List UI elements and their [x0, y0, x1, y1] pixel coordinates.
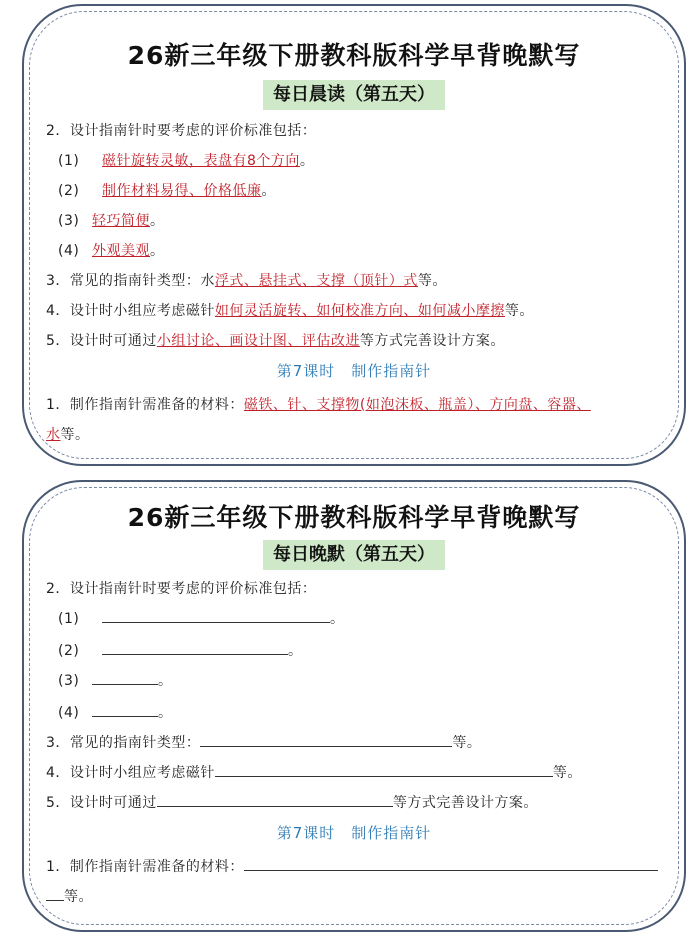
- lesson-question-1-prefix: 1．制作指南针需准备的材料：: [46, 397, 244, 413]
- criteria-item-3: [58, 210, 165, 230]
- answer-blank[interactable]: [200, 732, 452, 747]
- item-end: 。: [299, 153, 315, 169]
- question-2-prompt: 2．设计指南针时要考虑的评价标准包括：: [46, 581, 317, 597]
- answer-blank[interactable]: [102, 608, 330, 623]
- criteria-item-2: [58, 180, 276, 200]
- item-end: 。: [150, 243, 165, 259]
- lesson-question-1-suffix: 等。: [64, 889, 93, 905]
- question-3-suffix: 等。: [452, 735, 482, 751]
- criteria-item-1: [58, 150, 314, 170]
- question-4: [46, 300, 534, 320]
- morning-reading-card: [22, 4, 686, 466]
- card-dashed-border: [29, 11, 679, 459]
- question-5-suffix: 等方式完善设计方案。: [359, 333, 505, 349]
- criteria-item-4[interactable]: [58, 702, 173, 722]
- question-5-prefix: 5．设计时可通过: [46, 333, 157, 349]
- item-end: 。: [158, 705, 173, 721]
- question-3-suffix: 等。: [417, 273, 447, 289]
- criteria-item-1[interactable]: [58, 608, 345, 628]
- question-5[interactable]: [46, 792, 538, 812]
- item-number: (2): [58, 643, 80, 659]
- item-number: (3): [58, 673, 80, 689]
- lesson-question-1-suffix: 等。: [60, 427, 90, 443]
- lesson-question-1-continued: [46, 424, 90, 444]
- evening-dictation-card: [22, 480, 686, 932]
- answer-blank[interactable]: [102, 640, 288, 655]
- lesson-question-1-answer-2: 水: [46, 427, 61, 443]
- lesson-question-1-prefix: 1．制作指南针需准备的材料：: [46, 859, 244, 875]
- lesson-question-1-continued[interactable]: [46, 886, 93, 906]
- lesson-question-1-answer: 磁铁、针、支撑物(如泡沫板、瓶盖）、方向盘、容器、: [243, 397, 591, 413]
- question-3: [46, 270, 447, 290]
- question-4[interactable]: [46, 762, 582, 782]
- answer-text: 外观美观: [92, 243, 150, 259]
- item-end: 。: [150, 213, 165, 229]
- criteria-item-2[interactable]: [58, 640, 303, 660]
- question-5-answer: 小组讨论、画设计图、评估改进: [156, 333, 360, 349]
- answer-text: 制作材料易得、价格低廉: [102, 183, 262, 199]
- answer-text: 轻巧简便: [92, 213, 150, 229]
- criteria-item-4: [58, 240, 165, 260]
- item-number: (1): [58, 153, 80, 169]
- item-end: 。: [158, 673, 173, 689]
- lesson-heading: 第7课时 制作指南针: [276, 362, 432, 380]
- item-end: 。: [330, 611, 345, 627]
- answer-blank[interactable]: [157, 792, 393, 807]
- question-2-prompt: 2．设计指南针时要考虑的评价标准包括：: [46, 123, 317, 139]
- question-4-prefix: 4．设计时小组应考虑磁针: [46, 303, 215, 319]
- section-badge: 每日晨读（第五天）: [263, 80, 445, 110]
- item-end: 。: [261, 183, 276, 199]
- question-3-answer: 浮式、悬挂式、支撑（顶针）式: [214, 273, 418, 289]
- answer-blank[interactable]: [46, 886, 64, 901]
- answer-blank[interactable]: [92, 702, 158, 717]
- question-4-suffix: 等。: [504, 303, 534, 319]
- lesson-question-1: [46, 394, 591, 414]
- question-5-suffix: 等方式完善设计方案。: [392, 795, 538, 811]
- question-5: [46, 330, 505, 350]
- page-title: 26新三年级下册教科版科学早背晚默写: [127, 41, 581, 70]
- answer-blank[interactable]: [215, 762, 553, 777]
- answer-blank[interactable]: [244, 856, 658, 871]
- lesson-heading: 第7课时 制作指南针: [276, 824, 432, 842]
- page-title: 26新三年级下册教科版科学早背晚默写: [127, 503, 581, 532]
- item-number: (4): [58, 705, 80, 721]
- item-end: 。: [288, 643, 303, 659]
- question-4-answer: 如何灵活旋转、如何校准方向、如何减小摩擦: [214, 303, 505, 319]
- question-5-prefix: 5．设计时可通过: [46, 795, 157, 811]
- answer-text: 磁针旋转灵敏，表盘有8个方向: [102, 153, 300, 169]
- question-3-prefix: 3．常见的指南针类型：: [46, 735, 201, 751]
- answer-blank[interactable]: [92, 670, 158, 685]
- question-3-prefix: 3．常见的指南针类型：水: [46, 273, 215, 289]
- criteria-item-3[interactable]: [58, 670, 173, 690]
- lesson-question-1[interactable]: [46, 856, 658, 876]
- item-number: (4): [58, 243, 80, 259]
- section-badge: 每日晚默（第五天）: [263, 540, 445, 570]
- item-number: (3): [58, 213, 80, 229]
- question-4-suffix: 等。: [552, 765, 582, 781]
- question-3[interactable]: [46, 732, 481, 752]
- item-number: (1): [58, 611, 80, 627]
- question-4-prefix: 4．设计时小组应考虑磁针: [46, 765, 215, 781]
- item-number: (2): [58, 183, 80, 199]
